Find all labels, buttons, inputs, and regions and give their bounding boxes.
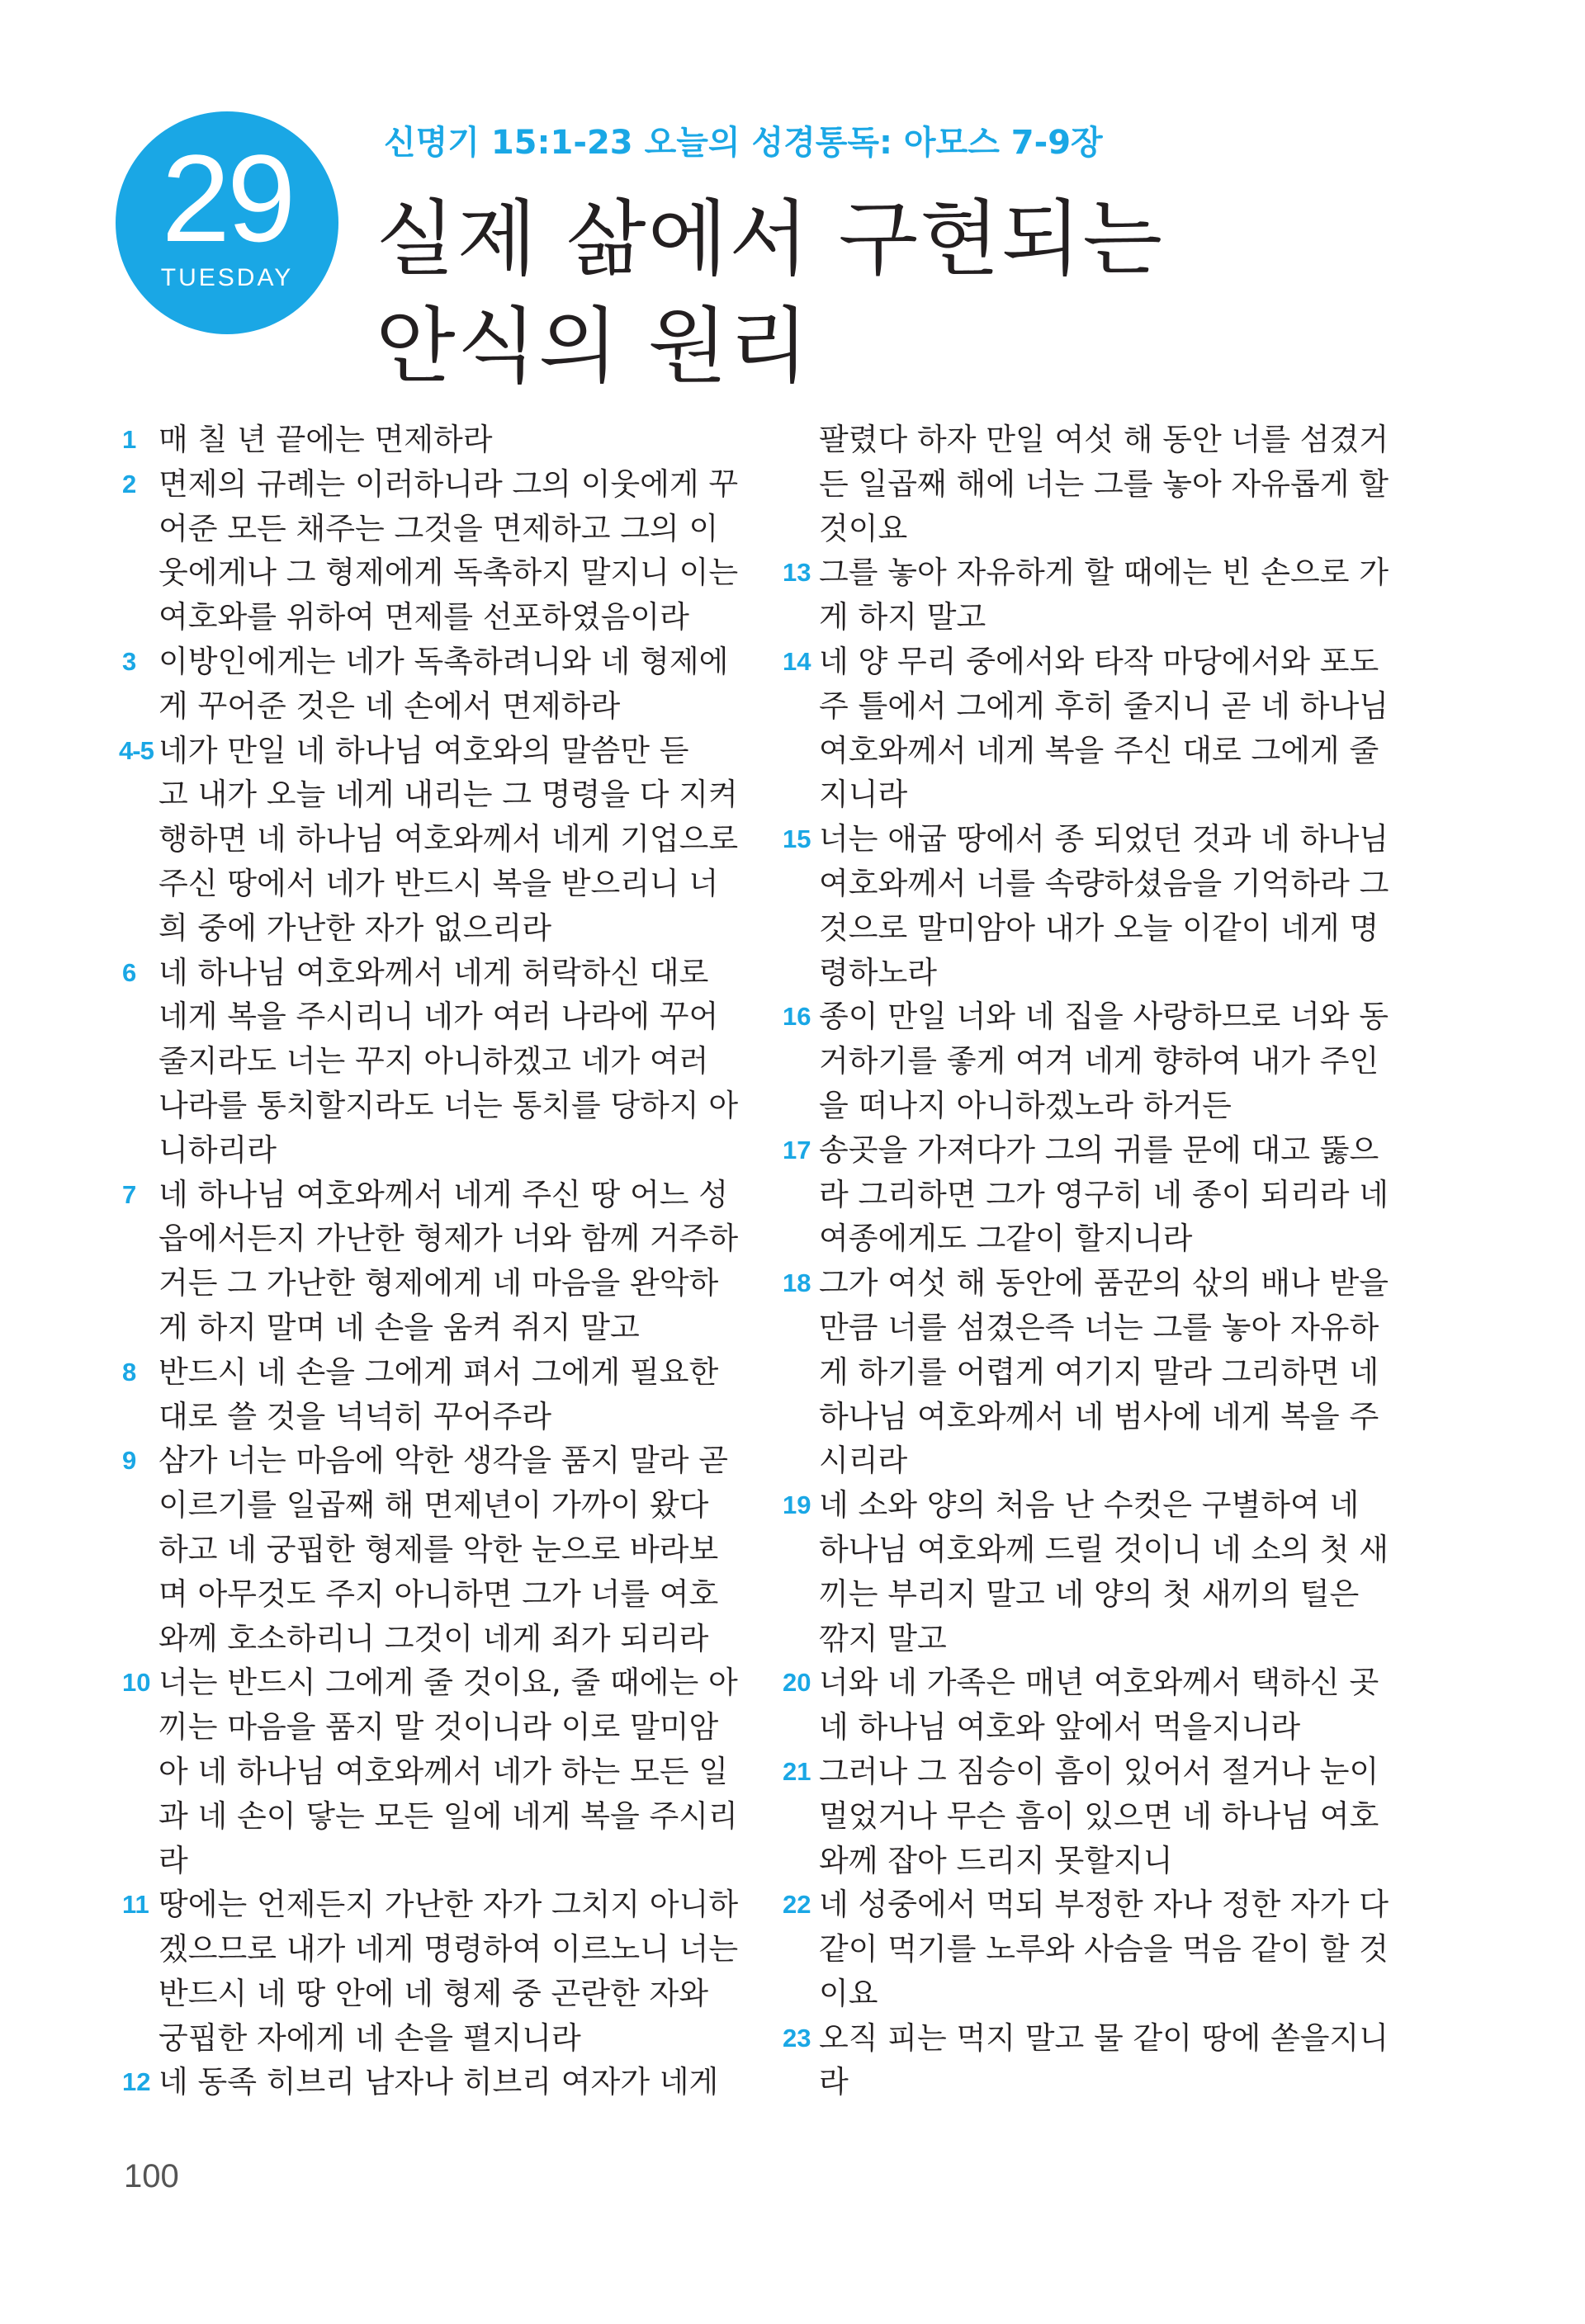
- verse: [122, 418, 750, 462]
- verse-line: 끼는 부리지 말고 네 양의 첫 새끼의 털은: [819, 1575, 1360, 1612]
- verse-line: 며 아무것도 주지 아니하면 그가 너를 여호: [158, 1575, 719, 1612]
- verse-line: 라: [158, 1842, 188, 1878]
- date-number: 29: [161, 129, 293, 267]
- verse-line: 이요: [819, 1975, 878, 2011]
- verse-line: 고 내가 오늘 네게 내리는 그 명령을 다 지켜: [158, 777, 738, 813]
- verse-number: 21: [783, 1756, 811, 1786]
- verse-line: 게 하지 말고: [819, 599, 986, 635]
- verse-line: 읍에서든지 가난한 형제가 너와 함께 거주하: [158, 1221, 739, 1257]
- verse-line: 오직 피는 먹지 말고 물 같이 땅에 쏟을지니: [819, 2019, 1389, 2056]
- verse-number: 19: [783, 1490, 811, 1520]
- verse-line: 아 네 하나님 여호와께서 네가 하는 모든 일: [158, 1753, 728, 1789]
- verse-line: 와께 잡아 드리지 못할지니: [819, 1842, 1173, 1878]
- verse-line: 반드시 네 땅 안에 네 형제 중 곤란한 자와: [158, 1975, 708, 2011]
- scripture-reference: [384, 122, 1103, 163]
- verse-line: 주신 땅에서 네가 반드시 복을 받으리니 너: [158, 865, 719, 901]
- verse-line: 을 떠나지 아니하겠노라 하거든: [819, 1087, 1232, 1123]
- verse-line: 라 그리하면 그가 영구히 네 종이 되리라 네: [819, 1176, 1389, 1212]
- verse-line: 네 양 무리 중에서와 타작 마당에서와 포도: [819, 643, 1379, 679]
- verse-line: 땅에는 언제든지 가난한 자가 그치지 아니하: [158, 1887, 739, 1923]
- verse-number: 23: [783, 2023, 811, 2052]
- verse-line: 종이 만일 너와 네 집을 사랑하므로 너와 동: [819, 999, 1389, 1035]
- verse: [783, 994, 1410, 1127]
- verse-number: 10: [122, 1668, 151, 1698]
- verse: [122, 1882, 750, 2060]
- verse-line: 매 칠 년 끝에는 면제하라: [158, 422, 493, 457]
- verse-number: 20: [783, 1668, 811, 1698]
- verse-number: 13: [783, 558, 811, 588]
- verse-number: 22: [783, 1890, 811, 1920]
- verse-line: 너와 네 가족은 매년 여호와께서 택하신 곳: [819, 1665, 1379, 1701]
- verse: [119, 729, 750, 951]
- verse-line: 네게 복을 주시리니 네가 여러 나라에 꾸어: [158, 999, 719, 1035]
- verse: [783, 817, 1410, 994]
- verse-number: 3: [122, 646, 137, 676]
- date-weekday: TUESDAY: [160, 264, 294, 291]
- verse-line: 여종에게도 그같이 할지니라: [819, 1221, 1193, 1257]
- verse: [122, 1173, 750, 1350]
- verse-line: 것이요: [819, 510, 908, 546]
- verse-line: 너는 반드시 그에게 줄 것이요, 줄 때에는 아: [158, 1665, 738, 1701]
- verse-line: 지니라: [819, 777, 908, 813]
- verse-line: 멀었거나 무슨 흠이 있으면 네 하나님 여호: [819, 1797, 1379, 1834]
- verse: [122, 1350, 750, 1439]
- verse: [122, 462, 750, 640]
- verse-number: 14: [783, 646, 811, 676]
- verse-line: 그를 놓아 자유하게 할 때에는 빈 손으로 가: [819, 555, 1389, 591]
- daily-reading: 오늘의 성경통독: 아모스 7-9장: [644, 124, 1103, 162]
- verse-number: 4-5: [119, 735, 154, 765]
- verse-line: 하나님 여호와께서 네 범사에 네게 복을 주: [819, 1398, 1379, 1434]
- verse-line: 끼는 마음을 품지 말 것이니라 이로 말미암: [158, 1709, 719, 1745]
- verse-line: 든 일곱째 해에 너는 그를 놓아 자유롭게 할: [819, 465, 1389, 502]
- verse-line: 라: [819, 2064, 849, 2100]
- verse: [783, 550, 1410, 640]
- verse-line: 나라를 통치할지라도 너는 통치를 당하지 아: [158, 1087, 739, 1123]
- verse-number: 8: [122, 1357, 137, 1386]
- right-column: [783, 418, 1410, 2104]
- verse-line: 와께 호소하리니 그것이 네게 죄가 되리라: [158, 1620, 709, 1656]
- verse-line: 어준 모든 채주는 그것을 면제하고 그의 이: [158, 510, 719, 546]
- verse-number: 9: [122, 1446, 137, 1476]
- verse-line: 령하노라: [819, 954, 937, 990]
- verse-number: 7: [122, 1179, 137, 1209]
- verse-line: 만큼 너를 섬겼은즉 너는 그를 놓아 자유하: [819, 1309, 1379, 1345]
- verse-line: 것으로 말미암아 내가 오늘 이같이 네게 명: [819, 909, 1379, 946]
- verse-line: 네 하나님 여호와께서 네게 주신 땅 어느 성: [158, 1176, 728, 1212]
- verse: [122, 1438, 750, 1660]
- verse-number: 1: [122, 425, 137, 454]
- verse-line: 희 중에 가난한 자가 없으리라: [158, 909, 551, 946]
- verse-line: 대로 쓸 것을 넉넉히 꾸어주라: [158, 1398, 551, 1434]
- verse-number: 6: [122, 957, 137, 987]
- page-title: [376, 186, 1164, 400]
- verse-line: 이르기를 일곱째 해 면제년이 가까이 왔다: [158, 1487, 709, 1523]
- verse-line: 네 소와 양의 처음 난 수컷은 구별하여 네: [819, 1487, 1360, 1523]
- verse: [122, 640, 750, 729]
- verse-line: 시리라: [819, 1443, 908, 1479]
- verse-number: 12: [122, 2067, 151, 2097]
- verse-line: 같이 먹기를 노루와 사슴을 먹음 같이 할 것: [819, 1931, 1389, 1967]
- verse: [783, 418, 1410, 550]
- verse-line: 거하기를 좋게 여겨 네게 향하여 내가 주인: [819, 1043, 1379, 1079]
- verse: [783, 1261, 1410, 1483]
- verse-number: 18: [783, 1268, 811, 1298]
- verse-line: 송곳을 가져다가 그의 귀를 문에 대고 뚫으: [819, 1131, 1379, 1168]
- verse-line: 너는 애굽 땅에서 종 되었던 것과 네 하나님: [819, 821, 1389, 857]
- verse: [783, 640, 1410, 817]
- verse-line: 행하면 네 하나님 여호와께서 네게 기업으로: [158, 821, 739, 857]
- verse-line: 여호와께서 너를 속량하셨음을 기억하라 그: [819, 865, 1389, 901]
- page-number: 100: [124, 2158, 179, 2194]
- verse: [122, 1660, 750, 1882]
- verse-line: 줄지라도 너는 꾸지 아니하겠고 네가 여러: [158, 1043, 709, 1079]
- verse-line: 깎지 말고: [819, 1620, 947, 1656]
- verse-number: 15: [783, 824, 811, 854]
- verse: [122, 951, 750, 1173]
- verse-line: 반드시 네 손을 그에게 펴서 그에게 필요한: [158, 1353, 719, 1390]
- verse-line: 게 꾸어준 것은 네 손에서 면제하라: [158, 687, 621, 724]
- verse-line: 여호와께서 네게 복을 주신 대로 그에게 줄: [819, 732, 1379, 768]
- verse: [783, 2016, 1410, 2105]
- title-line: 실제 삶에서 구현되는: [376, 191, 1164, 287]
- verse-line: 삼가 너는 마음에 악한 생각을 품지 말라 곧: [158, 1443, 728, 1479]
- verse-line: 네 성중에서 먹되 부정한 자나 정한 자가 다: [819, 1887, 1389, 1923]
- verse-line: 네가 만일 네 하나님 여호와의 말씀만 듣: [158, 732, 689, 768]
- verse-line: 웃에게나 그 형제에게 독촉하지 말지니 이는: [158, 555, 739, 591]
- verse-line: 과 네 손이 닿는 모든 일에 네게 복을 주시리: [158, 1797, 738, 1834]
- verse-line: 네 하나님 여호와께서 네게 허락하신 대로: [158, 954, 709, 990]
- verse-line: 여호와를 위하여 면제를 선포하였음이라: [158, 599, 689, 635]
- verse-line: 겠으므로 내가 네게 명령하여 이르노니 너는: [158, 1931, 739, 1967]
- verse-line: 하나님 여호와께 드릴 것이니 네 소의 첫 새: [819, 1531, 1389, 1567]
- verse: [122, 2060, 750, 2104]
- verse-line: 하고 네 궁핍한 형제를 악한 눈으로 바라보: [158, 1531, 719, 1567]
- verse-line: 팔렸다 하자 만일 여섯 해 동안 너를 섬겼거: [819, 422, 1389, 457]
- left-column: [119, 418, 750, 2104]
- verse-line: 면제의 규례는 이러하니라 그의 이웃에게 꾸: [158, 465, 739, 502]
- verse-line: 이방인에게는 네가 독촉하려니와 네 형제에: [158, 643, 729, 679]
- verse-line: 주 틀에서 그에게 후히 줄지니 곧 네 하나님: [819, 687, 1389, 724]
- verse: [783, 1882, 1410, 2015]
- passage-reference: 신명기 15:1-23: [384, 124, 633, 162]
- verse-line: 네 동족 히브리 남자나 히브리 여자가 네게: [158, 2064, 719, 2100]
- verse-line: 그러나 그 짐승이 흠이 있어서 절거나 눈이: [819, 1753, 1379, 1789]
- verse: [783, 1128, 1410, 1261]
- verse: [783, 1483, 1410, 1660]
- verse-number: 17: [783, 1135, 811, 1164]
- verse-line: 네 하나님 여호와 앞에서 먹을지니라: [819, 1709, 1301, 1745]
- verse-number: 2: [122, 469, 137, 498]
- verse-line: 거든 그 가난한 형제에게 네 마음을 완악하: [158, 1265, 719, 1301]
- verse-line: 궁핍한 자에게 네 손을 펼지니라: [158, 2019, 581, 2056]
- verse-line: 게 하기를 어렵게 여기지 말라 그리하면 네: [819, 1353, 1379, 1390]
- title-line: 안식의 원리: [376, 298, 811, 394]
- verse-line: 그가 여섯 해 동안에 품꾼의 삯의 배나 받을: [819, 1265, 1389, 1301]
- verse-line: 게 하지 말며 네 손을 움켜 쥐지 말고: [158, 1309, 640, 1345]
- verse: [783, 1750, 1410, 1882]
- verse: [783, 1660, 1410, 1750]
- date-badge: [116, 111, 338, 334]
- verse-number: 16: [783, 1002, 811, 1032]
- verse-line: 니하리라: [158, 1131, 277, 1168]
- verse-number: 11: [122, 1890, 149, 1920]
